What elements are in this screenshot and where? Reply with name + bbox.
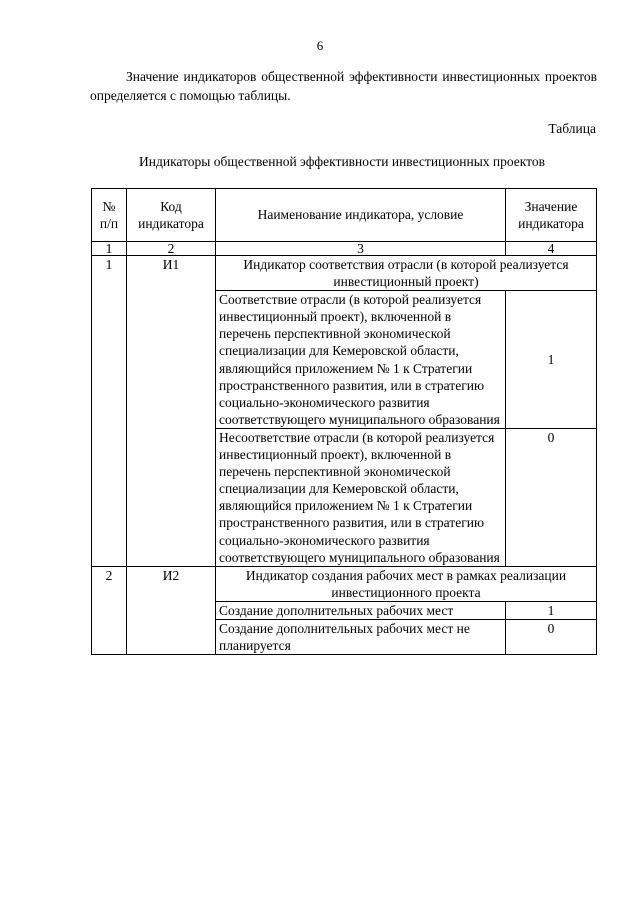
indicator-name: Индикатор создания рабочих мест в рамках реализации инвестиционного проекта	[216, 566, 597, 601]
indicators-table	[91, 188, 597, 655]
condition-text: Создание дополнительных рабочих мест	[216, 601, 506, 619]
condition-text: Несоответствие отрасли (в которой реализуется инвестиционный проект), включенной в перечень перспективной экономической специализации для Кемеровской области, являющийся приложением № 1 к Стратегии пространственного развития, или в стратегию социально-экономического развития соответствующего муниципального образования	[216, 428, 506, 566]
column-number: 3	[216, 242, 506, 256]
column-number: 4	[506, 242, 597, 256]
row-num: 2	[92, 566, 127, 654]
row-code: И1	[127, 256, 216, 567]
header-value: Значение индикатора	[506, 189, 597, 242]
header-name: Наименование индикатора, условие	[216, 189, 506, 242]
condition-value: 0	[506, 619, 597, 654]
column-numbers-row	[92, 242, 597, 256]
row-code: И2	[127, 566, 216, 654]
condition-text: Создание дополнительных рабочих мест не планируется	[216, 619, 506, 654]
table-header-row	[92, 189, 597, 242]
condition-value: 0	[506, 428, 597, 566]
condition-value: 1	[506, 601, 597, 619]
table-row	[92, 566, 597, 601]
indicator-name: Индикатор соответствия отрасли (в которой реализуется инвестиционный проект)	[216, 256, 597, 291]
table-caption: Таблица	[548, 121, 596, 136]
page-number: 6	[316, 38, 324, 53]
header-num: № п/п	[92, 189, 127, 242]
table-row	[92, 256, 597, 291]
condition-value: 1	[506, 291, 597, 429]
intro-paragraph: Значение индикаторов общественной эффективности инвестиционных проектов определяется с помощью таблицы.	[90, 69, 597, 103]
table-title: Индикаторы общественной эффективности инвестиционных проектов	[139, 154, 545, 169]
row-num: 1	[92, 256, 127, 567]
condition-text: Соответствие отрасли (в которой реализуется инвестиционный проект), включенной в перечень перспективной экономической специализации для Кемеровской области, являющийся приложением № 1 к Стратегии пространственного развития, или в стратегию социально-экономического развития соответствующего муниципального образования	[216, 291, 506, 429]
column-number: 2	[127, 242, 216, 256]
header-code: Код индикатора	[127, 189, 216, 242]
column-number: 1	[92, 242, 127, 256]
